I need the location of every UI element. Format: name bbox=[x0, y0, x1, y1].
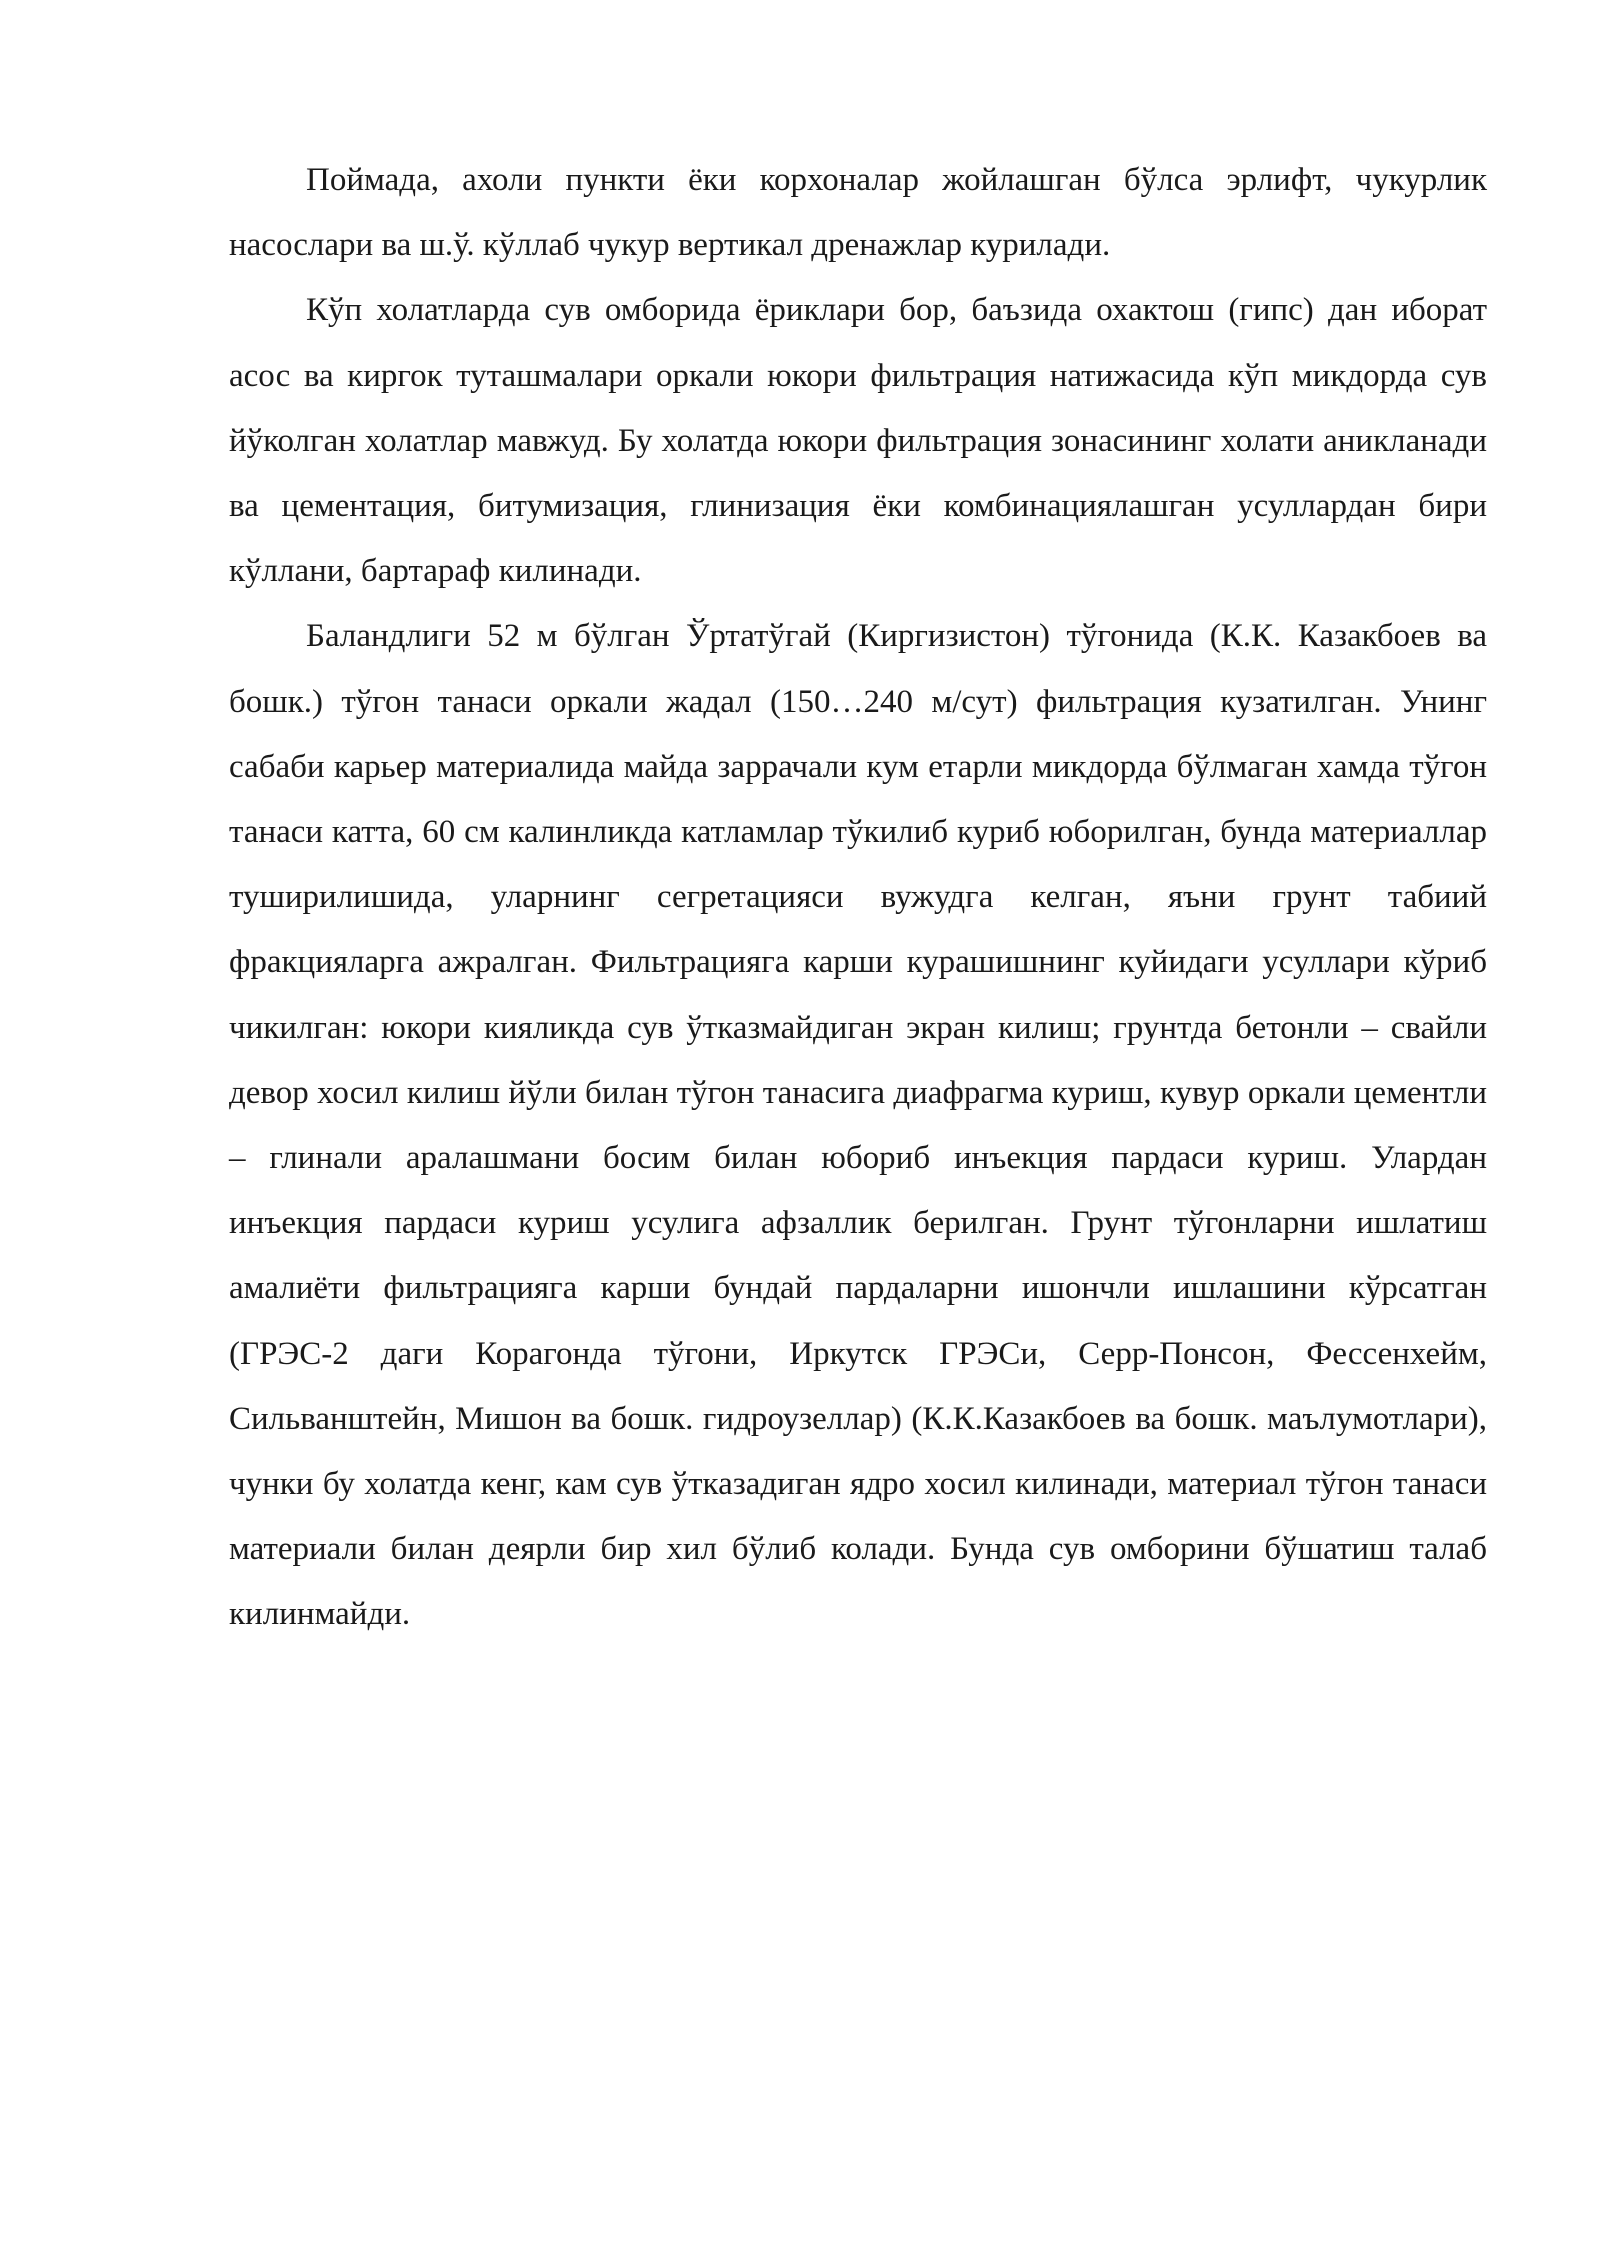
paragraph-1: Поймада, ахоли пункти ёки корхоналар жойлашган бўлса эрлифт, чукурлик насослари ва ш.ў. кўллаб чукур вертикал дренажлар курилади. bbox=[229, 162, 1487, 264]
body-text bbox=[229, 148, 1487, 1648]
paragraph-3: Баландлиги 52 м бўлган Ўртатўгай (Киргизистон) тўгонида (К.К. Казакбоев ва бошк.) тўгон танаси оркали жадал (150…240 м/сут) фильтрация кузатилган. Унинг сабаби карьер материалида майда заррачали кум етарли микдорда бўлмаган хамда тўгон танаси катта, 60 см калинликда катламлар тўкилиб куриб юборилган, бунда материаллар туширилишида, уларнинг сегретацияси вужудга келган, яъни грунт табиий фракцияларга ажралган. Фильтрацияга карши курашишнинг куйидаги усуллари кўриб чикилган: юкори кияликда сув ўтказмайдиган экран килиш; грунтда бетонли – свайли девор хосил килиш йўли билан тўгон танасига диафрагма куриш, кувур оркали цементли – глинали аралашмани босим билан юбориб инъекция пардаси куриш. Улардан инъекция пардаси куриш усулига афзаллик берилган. Грунт тўгонларни ишлатиш амалиёти фильтрацияга карши бундай пардаларни ишончли ишлашини кўрсатган (ГРЭС-2 даги Корагонда тўгони, Иркутск ГРЭСи, Серр-Понсон, Фессенхейм, Сильванштейн, Мишон ва бошк. гидроузеллар) (К.К.Казакбоев ва бошк. маълумотлари), чунки бу холатда кенг, кам сув ўтказадиган ядро хосил килинади, материал тўгон танаси материали билан деярли бир хил бўлиб колади. Бунда сув омборини бўшатиш талаб килинмайди. bbox=[229, 618, 1487, 1633]
paragraph-2: Кўп холатларда сув омборида ёриклари бор, баъзида охактош (гипс) дан иборат асос ва киргок туташмалари оркали юкори фильтрация натижасида кўп микдорда сув йўколган холатлар мавжуд. Бу холатда юкори фильтрация зонасининг холати аникланади ва цементация, битумизация, глинизация ёки комбинациялашган усуллардан бири кўллани, бартараф килинади. bbox=[229, 292, 1487, 590]
